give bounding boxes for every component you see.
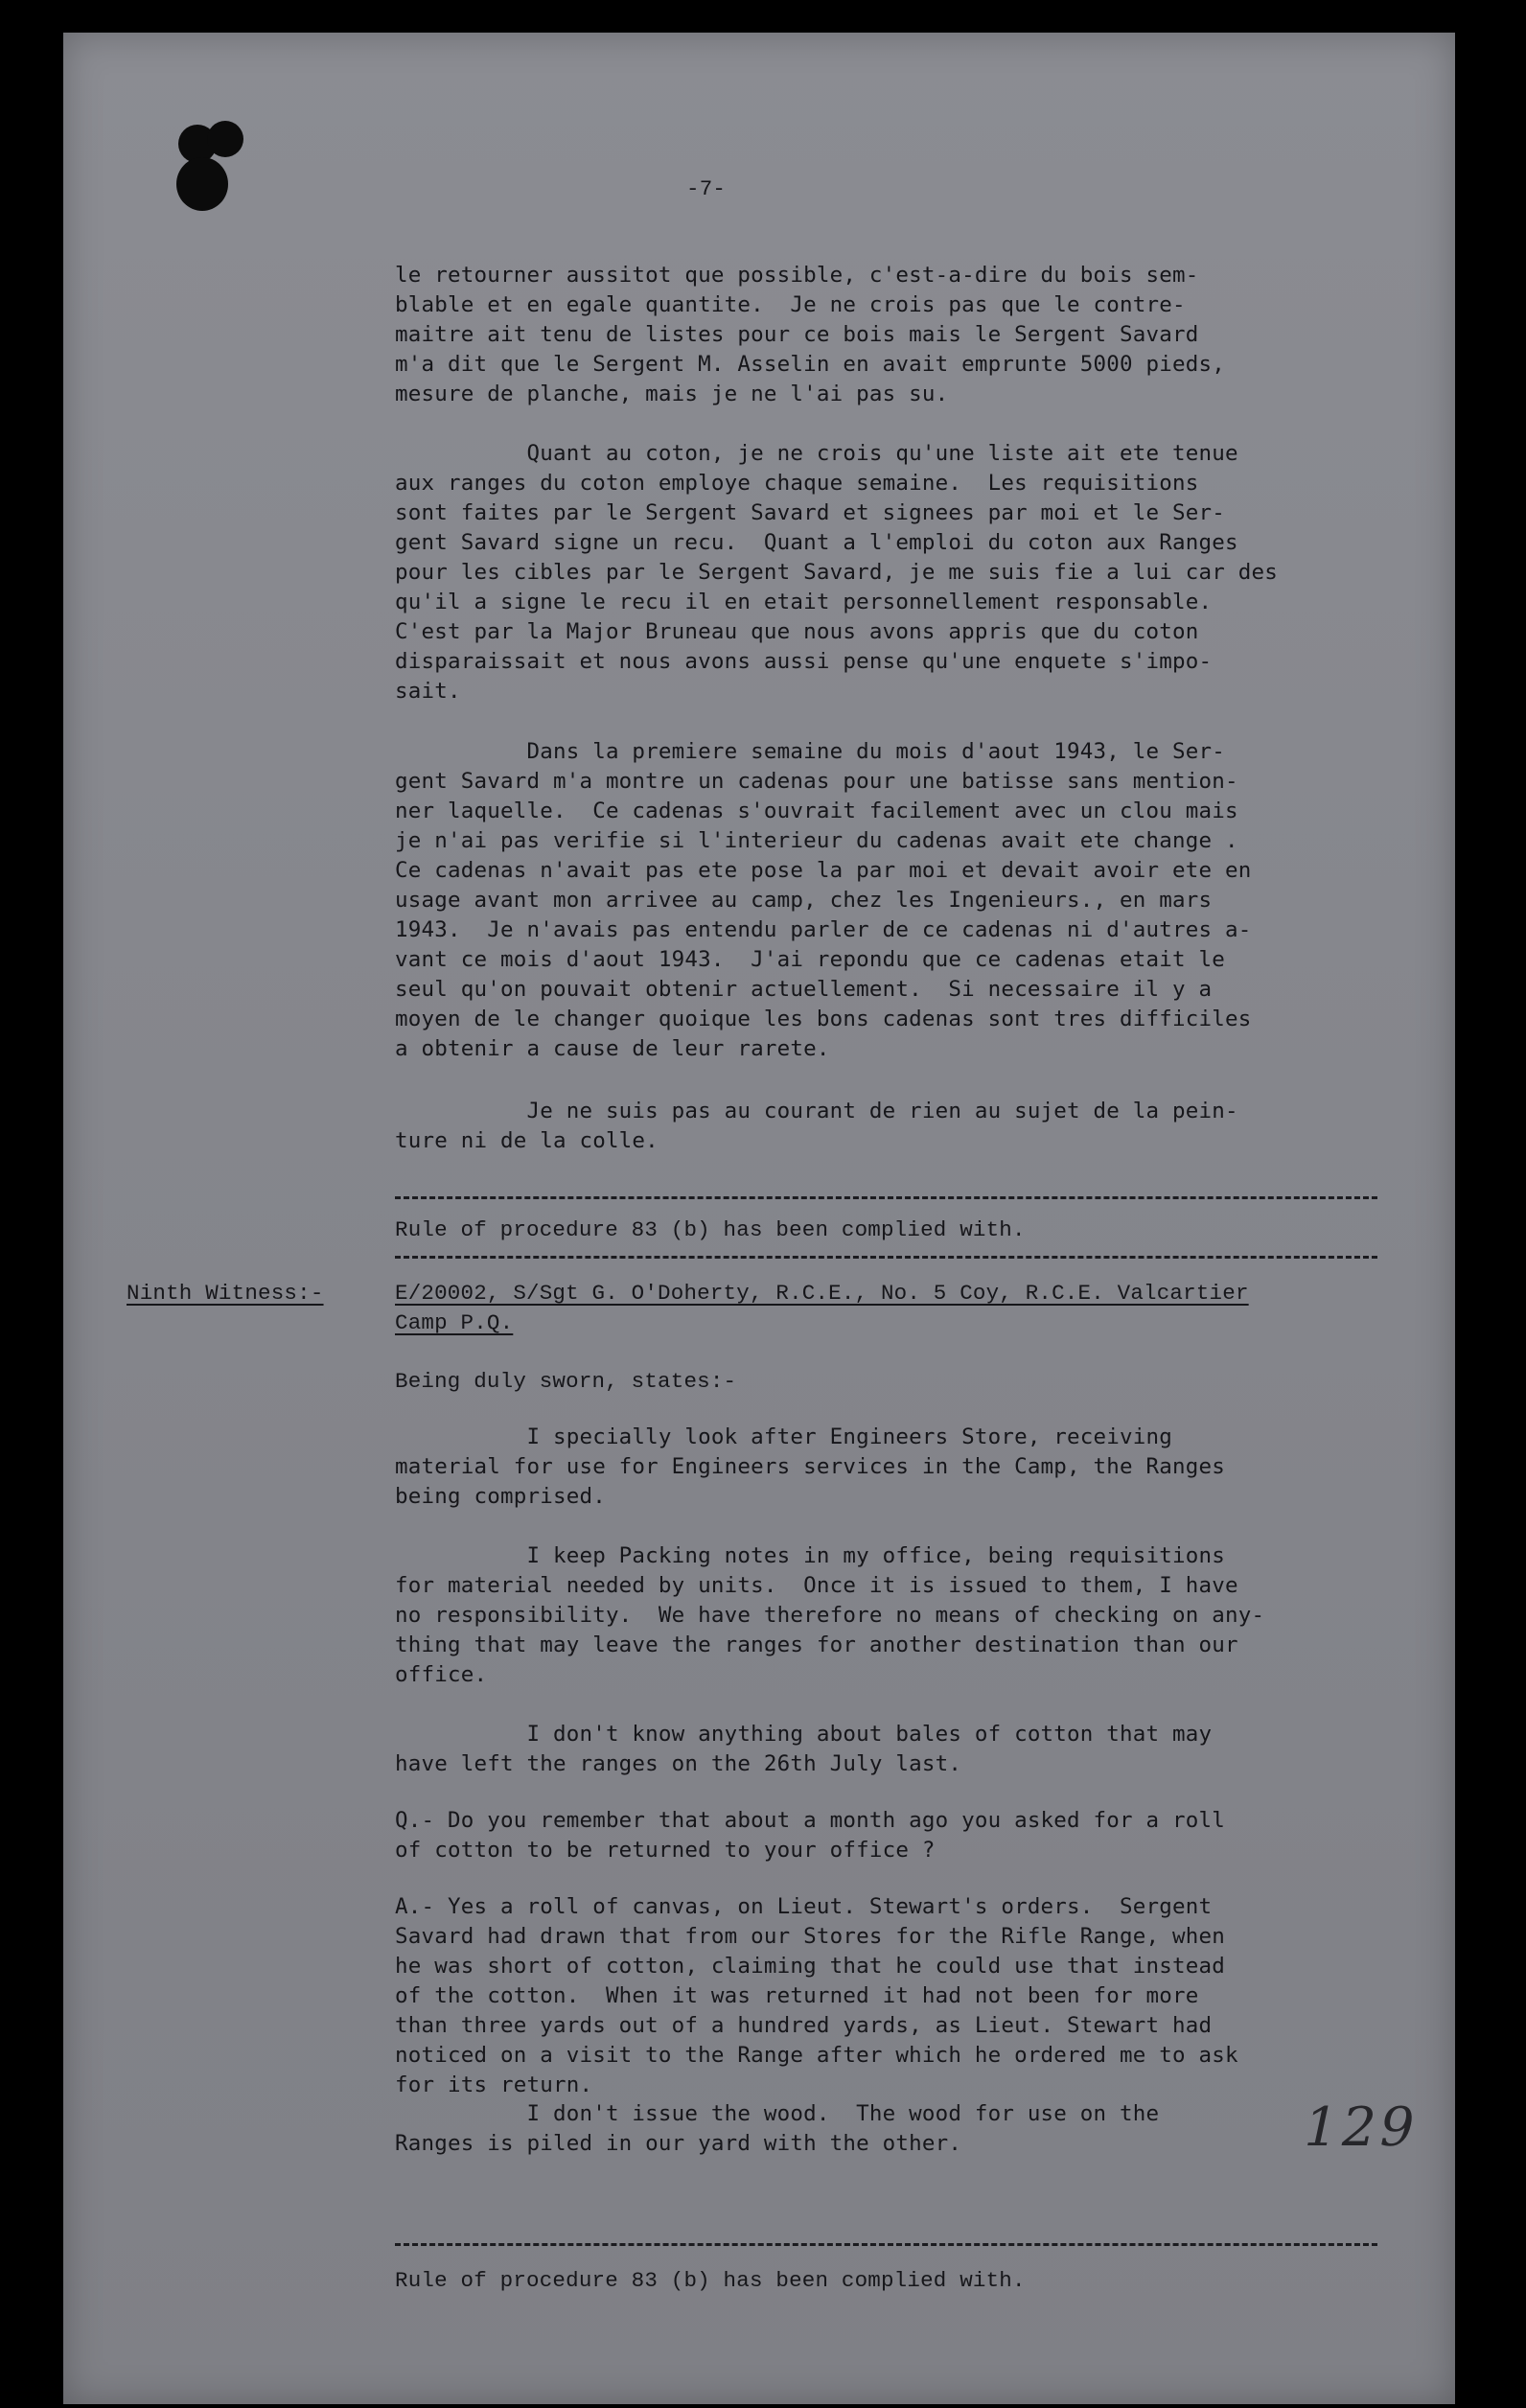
separator-rule: [395, 1196, 1377, 1199]
ink-blot: [207, 121, 243, 157]
english-paragraph-6: I don't issue the wood. The wood for use on the Ranges is piled in our yard with the other.: [395, 2101, 1160, 2156]
french-paragraph-1: le retourner aussitot que possible, c'est-a-dire du bois sem- blable et en egale quantite. Je ne crois pas que le contre- maitre ait tenu de listes pour ce bois mais le Sergent Savard m'a dit que le Sergent M. Asselin en avait emprunte 5000 pieds, mesure de planche, mais je ne l'ai pas su.: [395, 263, 1226, 406]
witness-label: Ninth Witness:-: [127, 1281, 324, 1306]
french-paragraph-2: Quant au coton, je ne crois qu'une liste ait ete tenue aux ranges du coton employe chaque semaine. Les requisitions sont faites par le Sergent Savard et signees par moi et le Ser- gent Savard signe un recu. Quant a l'emploi du coton aux Ranges pour les cibles par le Sergent Savard, je me suis fie a lui car des qu'il a signe le recu il en etait personnellement responsable. C'est par la Major Bruneau que nous avons appris que du coton disparaissait et nous avons aussi pense qu'une enquete s'impo- sait.: [395, 441, 1278, 704]
english-paragraph-1: I specially look after Engineers Store, receiving material for use for Engineers services in the Camp, the Ranges being comprised.: [395, 1424, 1226, 1509]
english-paragraph-3: I don't know anything about bales of cotton that may have left the ranges on the 26th July last.: [395, 1722, 1213, 1776]
ink-blot: [176, 157, 228, 211]
sworn-statement: Being duly sworn, states:-: [395, 1369, 737, 1394]
handwritten-folio-number: 129: [1297, 2096, 1424, 2159]
rule-of-procedure-note: Rule of procedure 83 (b) has been complied with.: [395, 1217, 1026, 1242]
witness-identity-line-1: E/20002, S/Sgt G. O'Doherty, R.C.E., No. 5 Coy, R.C.E. Valcartier: [395, 1281, 1249, 1306]
french-paragraph-3: Dans la premiere semaine du mois d'aout 1943, le Ser- gent Savard m'a montre un cadenas pour une batisse sans mention- ner laquelle. Ce cadenas s'ouvrait facilement avec un clou mais je n'ai pas verifie si l'interieur du cadenas avait ete change . Ce cadenas n'avait pas ete pose la par moi et devait avoir ete en usage avant mon arrivee au camp, chez les Ingenieurs., en mars 1943. Je n'avais pas entendu parler de ce cadenas ni d'autres a- vant ce mois d'aout 1943. J'ai repondu que ce cadenas etait le seul qu'on pouvait obtenir actuellement. Si necessaire il y a moyen de le changer quoique les bons cadenas sont tres difficiles a obtenir a cause de leur rarete.: [395, 739, 1252, 1061]
separator-rule: [395, 2243, 1377, 2246]
question: Q.- Do you remember that about a month ago you asked for a roll of cotton to be returned to your office ?: [395, 1808, 1226, 1863]
separator-rule: [395, 1256, 1377, 1259]
english-paragraph-2: I keep Packing notes in my office, being requisitions for material needed by units. Once it is issued to them, I have no responsibility. We have therefore no means of checking on any- thing that may leave the ranges for another destination than our office.: [395, 1543, 1265, 1687]
page-number: -7-: [686, 176, 727, 201]
french-paragraph-4: Je ne suis pas au courant de rien au sujet de la pein- ture ni de la colle.: [395, 1099, 1238, 1153]
witness-identity-line-2: Camp P.Q.: [395, 1310, 514, 1335]
document-page: [63, 33, 1455, 2404]
answer: A.- Yes a roll of canvas, on Lieut. Stewart's orders. Sergent Savard had drawn that from our Stores for the Rifle Range, when he was short of cotton, claiming that he could use that instead of the cotton. When it was returned it had not been for more than three yards out of a hundred yards, as Lieut. Stewart had noticed on a visit to the Range after which he ordered me to ask for its return.: [395, 1894, 1238, 2097]
rule-of-procedure-note-2: Rule of procedure 83 (b) has been complied with.: [395, 2268, 1026, 2293]
